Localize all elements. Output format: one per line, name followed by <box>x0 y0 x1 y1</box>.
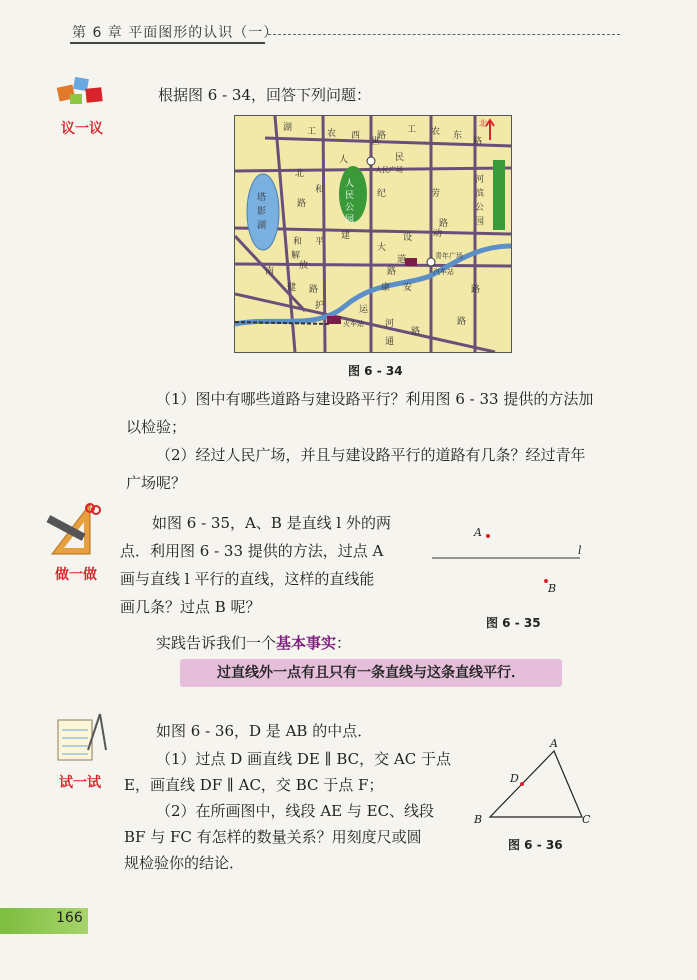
do-line-2: 点．利用图 6 - 33 提供的方法，过点 A <box>120 542 384 560</box>
road-vertical-1 <box>275 116 295 352</box>
road-renmin <box>235 168 511 171</box>
do-line-3: 画与直线 l 平行的直线，这样的直线能 <box>120 570 375 588</box>
svg-text:西: 西 <box>351 131 361 141</box>
figure-6-35-caption: 图 6 - 35 <box>486 616 541 630</box>
do-badge <box>44 500 108 584</box>
svg-text:河: 河 <box>385 319 395 329</box>
figure-6-36-caption: 图 6 - 36 <box>508 838 563 852</box>
fact-intro <box>156 628 351 658</box>
youth-square-label: 青年广场 <box>435 252 463 260</box>
svg-text:北: 北 <box>295 169 305 179</box>
svg-text:园: 园 <box>345 215 355 225</box>
fact-intro-suffix: ： <box>336 634 352 652</box>
svg-text:安: 安 <box>403 283 413 293</box>
svg-text:东: 东 <box>453 131 463 141</box>
chapter-title: 第 6 章 平面图形的认识（一） <box>72 25 279 41</box>
hebin-park <box>493 160 505 230</box>
svg-text:设: 设 <box>403 233 413 243</box>
do-line-1: 如图 6 - 35，A、B 是直线 l 外的两 <box>152 514 391 532</box>
svg-text:路: 路 <box>411 327 421 337</box>
svg-text:滨: 滨 <box>475 189 485 199</box>
youth-square-marker <box>427 258 435 266</box>
svg-text:人: 人 <box>345 179 355 189</box>
train-station-marker <box>327 316 341 324</box>
vertex-c-label: C <box>582 813 591 826</box>
discuss-badge-label: 议一议 <box>61 121 103 137</box>
svg-text:和: 和 <box>293 237 303 247</box>
figure-6-36 <box>470 735 600 835</box>
svg-text:纪: 纪 <box>377 189 387 199</box>
fact-statement-box: 过直线外一点有且只有一条直线与这条直线平行． <box>180 659 562 687</box>
renmin-square-marker <box>367 157 375 165</box>
svg-text:世: 世 <box>371 137 381 147</box>
discuss-question-1-line2: 以检验； <box>126 418 187 436</box>
point-a-dot <box>486 534 490 538</box>
svg-text:公: 公 <box>345 203 355 213</box>
svg-text:路: 路 <box>297 199 307 209</box>
try-line-6: 规检验你的结论． <box>124 854 245 872</box>
triangle-abc <box>490 751 582 817</box>
bus-station-label: 汽车站 <box>433 268 454 276</box>
svg-text:健: 健 <box>287 283 297 293</box>
notebook-compass-icon <box>50 710 110 766</box>
do-line-4: 画几条？过点 B 呢？ <box>120 598 261 616</box>
svg-text:平: 平 <box>315 237 325 247</box>
north-label: 北 <box>479 119 487 128</box>
point-d-dot <box>520 782 524 786</box>
discuss-question-1-line1: （1）图中有哪些道路与建设路平行？利用图 6 - 33 提供的方法加 <box>156 390 594 408</box>
fact-intro-emphasis: 基本事实 <box>276 634 337 652</box>
figure-6-35 <box>430 520 590 600</box>
city-map <box>234 115 512 353</box>
road-jiankang <box>235 264 511 266</box>
svg-text:塔: 塔 <box>257 193 267 203</box>
svg-text:影: 影 <box>257 207 267 217</box>
svg-text:园: 园 <box>475 217 485 227</box>
svg-text:南: 南 <box>265 267 275 277</box>
svg-text:护: 护 <box>315 301 325 311</box>
header-underline <box>70 42 265 44</box>
discuss-intro: 根据图 6 - 34，回答下列问题： <box>158 86 372 104</box>
svg-text:劳: 劳 <box>431 189 441 199</box>
city-map-svg <box>235 116 511 352</box>
vertex-a-label: A <box>550 737 558 750</box>
header-dashed-line <box>268 34 620 35</box>
try-badge-label: 试一试 <box>59 775 101 791</box>
svg-text:放: 放 <box>299 261 309 271</box>
svg-text:路: 路 <box>309 285 319 295</box>
svg-text:人: 人 <box>339 155 349 165</box>
svg-text:农: 农 <box>431 127 441 137</box>
svg-text:和: 和 <box>315 185 325 195</box>
svg-text:解: 解 <box>291 251 301 261</box>
svg-text:路: 路 <box>387 267 397 277</box>
svg-text:路: 路 <box>471 285 481 295</box>
svg-text:湖: 湖 <box>283 123 293 133</box>
point-a-label: A <box>474 526 482 539</box>
discuss-question-2-line2: 广场呢？ <box>126 474 187 492</box>
svg-text:路: 路 <box>457 317 467 327</box>
try-line-5: BF 与 FC 有怎样的数量关系？用刻度尺或圆 <box>124 828 422 846</box>
svg-text:通: 通 <box>385 337 395 347</box>
svg-text:民: 民 <box>395 153 405 163</box>
svg-text:建: 建 <box>341 231 351 241</box>
svg-text:路: 路 <box>473 137 483 147</box>
svg-text:工: 工 <box>407 125 417 135</box>
svg-text:湖: 湖 <box>257 221 267 231</box>
svg-text:运: 运 <box>359 305 369 315</box>
point-d-label: D <box>510 772 519 785</box>
discuss-badge <box>50 72 114 138</box>
svg-text:公: 公 <box>475 203 485 213</box>
bus-station-marker <box>405 258 417 266</box>
svg-text:路: 路 <box>439 219 449 229</box>
vertex-b-label: B <box>474 813 483 826</box>
line-l-label: l <box>578 544 582 557</box>
river <box>235 246 511 324</box>
svg-text:大: 大 <box>377 243 387 253</box>
ruler-compass-icon <box>46 500 106 558</box>
svg-text:农: 农 <box>327 129 337 139</box>
renmin-square-label: 人民广场 <box>375 166 403 174</box>
try-line-3: E，画直线 DF ∥ AC，交 BC 于点 F； <box>124 776 384 794</box>
discuss-icon <box>52 72 112 112</box>
svg-text:河: 河 <box>475 175 485 185</box>
page-number: 166 <box>56 910 83 926</box>
svg-text:康: 康 <box>381 283 391 293</box>
train-station-label: 火车站 <box>343 320 364 328</box>
try-line-2: （1）过点 D 画直线 DE ∥ BC，交 AC 于点 <box>156 750 451 768</box>
discuss-question-2-line1: （2）经过人民广场，并且与建设路平行的道路有几条？经过青年 <box>156 446 586 464</box>
svg-text:工: 工 <box>307 127 317 137</box>
try-line-4: （2）在所画图中，线段 AE 与 EC、线段 <box>156 802 435 820</box>
try-badge <box>48 710 112 792</box>
point-b-label: B <box>548 582 557 595</box>
svg-text:路: 路 <box>377 131 387 141</box>
svg-text:动: 动 <box>433 229 443 239</box>
try-line-1: 如图 6 - 36，D 是 AB 的中点． <box>156 722 373 740</box>
svg-text:民: 民 <box>345 191 355 201</box>
fact-intro-prefix: 实践告诉我们一个 <box>156 634 277 652</box>
svg-text:道: 道 <box>397 255 407 265</box>
figure-6-34-caption: 图 6 - 34 <box>348 364 403 378</box>
do-badge-label: 做一做 <box>55 567 97 583</box>
